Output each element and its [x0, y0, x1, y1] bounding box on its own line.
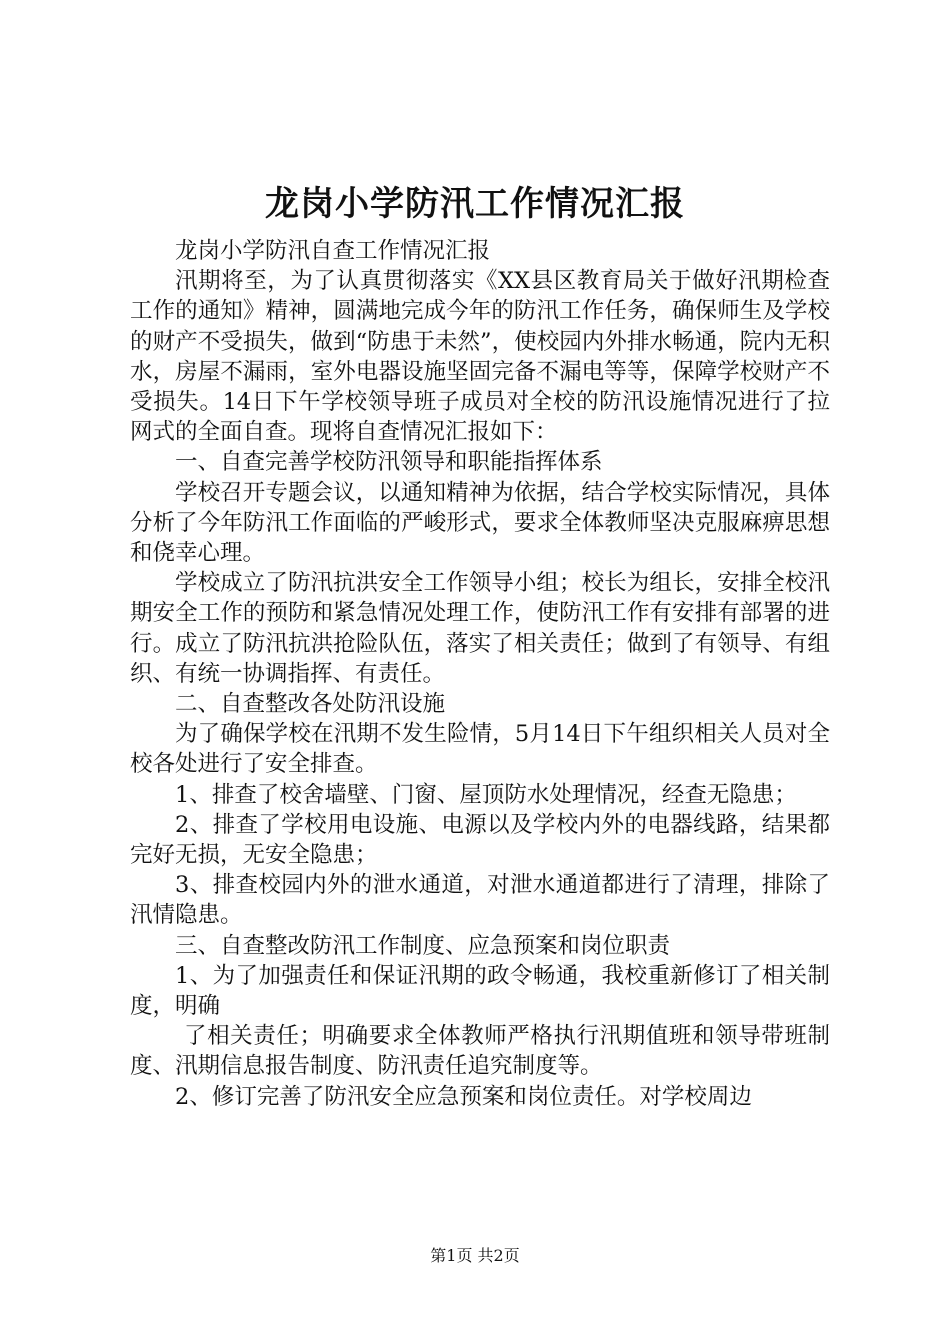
document-title: 龙岗小学防汛工作情况汇报 — [265, 184, 685, 224]
section-heading-3: 三、自查整改防汛工作制度、应急预案和岗位职责 — [175, 932, 671, 959]
section-heading-1: 一、自查完善学校防汛领导和职能指挥体系 — [175, 449, 603, 476]
list-item: 2、修订完善了防汛安全应急预案和岗位责任。对学校周边 — [175, 1083, 752, 1110]
body-paragraph: 学校召开专题会议，以通知精神为依据，结合学校实际情况，具体分析了今年防汛工作面临的严峻形式，要求全体教师坚决克服麻痹思想和侥幸心理。 — [130, 479, 830, 567]
document-body — [130, 236, 830, 1112]
list-item: 1、排查了校舍墙壁、门窗、屋顶防水处理情况，经查无隐患； — [175, 781, 797, 808]
intro-paragraph: 汛期将至，为了认真贯彻落实《XX县区教育局关于做好汛期检查工作的通知》精神，圆满地完成今年的防汛工作任务，确保师生及学校的财产不受损失，做到“防患于未然”，使校园内外排水畅通，院内无积水，房屋不漏雨，室外电器设施坚固完备不漏电等等，保障学校财产不受损失。14日下午学校领导班子成员对全校的防汛设施情况进行了拉网式的全面自查。现将自查情况汇报如下： — [130, 268, 830, 446]
list-item: 2、排查了学校用电设施、电源以及学校内外的电器线路，结果都完好无损，无安全隐患； — [130, 811, 830, 869]
list-item-continuation: 了相关责任；明确要求全体教师严格执行汛期值班和领导带班制度、汛期信息报告制度、防汛责任追究制度等。 — [130, 1023, 830, 1080]
page-number-footer: 第1页 共2页 — [430, 1246, 520, 1265]
section-heading-2: 二、自查整改各处防汛设施 — [175, 691, 446, 718]
subtitle-paragraph: 龙岗小学防汛自查工作情况汇报 — [175, 238, 491, 264]
list-item: 1、为了加强责任和保证汛期的政令畅通，我校重新修订了相关制度，明确 — [130, 962, 830, 1020]
body-paragraph: 学校成立了防汛抗洪安全工作领导小组；校长为组长，安排全校汛期安全工作的预防和紧急情况处理工作，使防汛工作有安排有部署的进行。成立了防汛抗洪抢险队伍，落实了相关责任；做到了有领导、有组织、有统一协调指挥、有责任。 — [130, 570, 830, 687]
body-paragraph: 为了确保学校在汛期不发生险情，5月14日下午组织相关人员对全校各处进行了安全排查。 — [130, 721, 830, 778]
list-item: 3、排查校园内外的泄水通道，对泄水通道都进行了清理，排除了汛情隐患。 — [130, 872, 830, 929]
